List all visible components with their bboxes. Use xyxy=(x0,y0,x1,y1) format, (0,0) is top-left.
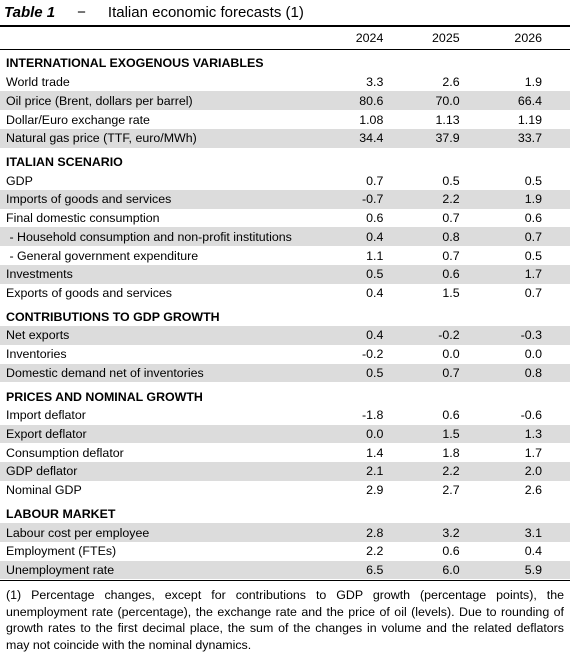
table-row xyxy=(0,364,570,383)
value-cell-2025: 0.7 xyxy=(385,364,461,383)
table-row xyxy=(0,443,570,462)
value-cell-2025: 0.7 xyxy=(442,211,460,226)
value-cell-2026: 1.7 xyxy=(462,265,570,284)
value-cell-2024: 6.5 xyxy=(303,561,385,580)
value-cell-2025: 1.5 xyxy=(385,425,461,444)
value-cell-2026: 3.1 xyxy=(462,523,570,542)
column-header-2025: 2025 xyxy=(385,27,461,49)
table-row xyxy=(0,462,570,481)
value-cell-2025: 0.5 xyxy=(442,173,460,188)
row-label: Labour cost per employee xyxy=(0,523,303,542)
table-row xyxy=(0,265,570,284)
table-caption: Italian economic forecasts (1) xyxy=(107,3,304,21)
value-cell-2026: 1.9 xyxy=(524,75,542,90)
section-header-row xyxy=(0,505,570,524)
row-label: Investments xyxy=(0,265,303,284)
value-cell-2026: 2.0 xyxy=(462,462,570,481)
table-body xyxy=(0,27,570,579)
value-cell-2024: 0.6 xyxy=(366,211,384,226)
table-row xyxy=(0,110,570,129)
value-cell-2024: 1.1 xyxy=(366,248,384,263)
value-cell-2024: 1.4 xyxy=(366,445,384,460)
value-cell-2025: 2.2 xyxy=(385,462,461,481)
section-header-row xyxy=(0,54,570,73)
footnote: (1) Percentage changes, except for contributions to GDP growth (percentage points), the unemployment rate (percentage), the exchange rate and the price of oil (levels). Due to rounding of growth rates to the first decimal place, the sum of the changes in volume and the related deflators may not coincide with the nominal dynamics. xyxy=(6,588,564,652)
table-number: Table 1 xyxy=(4,3,56,21)
value-cell-2024: 2.8 xyxy=(303,523,385,542)
table-row xyxy=(0,246,570,265)
value-cell-2024: 0.5 xyxy=(303,364,385,383)
value-cell-2025: 37.9 xyxy=(385,129,461,148)
value-cell-2026: 0.5 xyxy=(524,248,542,263)
row-label: Oil price (Brent, dollars per barrel) xyxy=(0,91,303,110)
value-cell-2025: 70.0 xyxy=(385,91,461,110)
row-label: Unemployment rate xyxy=(0,561,303,580)
value-cell-2024: -1.8 xyxy=(361,408,384,423)
row-label: Net exports xyxy=(0,326,303,345)
value-cell-2024: 2.1 xyxy=(303,462,385,481)
value-cell-2026: 66.4 xyxy=(462,91,570,110)
table-row xyxy=(0,561,570,580)
table-row xyxy=(0,542,570,561)
value-cell-2026: 1.3 xyxy=(462,425,570,444)
table-row xyxy=(0,129,570,148)
title-dash: − xyxy=(77,3,86,21)
value-cell-2025: 1.5 xyxy=(442,285,460,300)
table-row xyxy=(0,425,570,444)
value-cell-2024: 2.2 xyxy=(366,544,384,559)
table-row xyxy=(0,523,570,542)
value-cell-2026: 0.0 xyxy=(524,347,542,362)
value-cell-2025: 0.6 xyxy=(442,544,460,559)
table-row xyxy=(0,345,570,364)
table-row xyxy=(0,326,570,345)
value-cell-2025: 0.8 xyxy=(385,227,461,246)
value-cell-2025: 6.0 xyxy=(385,561,461,580)
value-cell-2026: -0.3 xyxy=(462,326,570,345)
value-cell-2025: 2.6 xyxy=(442,75,460,90)
section-header-row xyxy=(0,307,570,326)
row-label: - Household consumption and non-profit institutions xyxy=(0,227,303,246)
header-row xyxy=(0,27,570,49)
row-label: Employment (FTEs) xyxy=(6,544,117,559)
section-header: INTERNATIONAL EXOGENOUS VARIABLES xyxy=(6,56,264,71)
value-cell-2026: 33.7 xyxy=(462,129,570,148)
row-label: Natural gas price (TTF, euro/MWh) xyxy=(0,129,303,148)
value-cell-2026: 0.4 xyxy=(524,544,542,559)
value-cell-2024: 0.4 xyxy=(303,227,385,246)
row-label: Nominal GDP xyxy=(6,483,82,498)
row-label: Dollar/Euro exchange rate xyxy=(6,112,150,127)
value-cell-2026: 1.19 xyxy=(517,112,542,127)
table-row xyxy=(0,91,570,110)
section-header: PRICES AND NOMINAL GROWTH xyxy=(6,389,203,404)
section-header: LABOUR MARKET xyxy=(6,506,116,521)
value-cell-2024: 80.6 xyxy=(303,91,385,110)
value-cell-2025: 2.2 xyxy=(385,190,461,209)
value-cell-2025: 1.13 xyxy=(435,112,460,127)
value-cell-2025: 0.7 xyxy=(442,248,460,263)
value-cell-2024: 0.4 xyxy=(303,326,385,345)
value-cell-2026: 2.6 xyxy=(524,483,542,498)
section-header: ITALIAN SCENARIO xyxy=(6,154,123,169)
section-header-row xyxy=(0,153,570,172)
row-label: - General government expenditure xyxy=(6,248,199,263)
row-label: GDP deflator xyxy=(0,462,303,481)
value-cell-2024: 34.4 xyxy=(303,129,385,148)
value-cell-2024: 0.7 xyxy=(366,173,384,188)
table-title xyxy=(0,0,570,24)
value-cell-2025: 0.0 xyxy=(442,347,460,362)
value-cell-2025: 2.7 xyxy=(442,483,460,498)
value-cell-2024: 3.3 xyxy=(366,75,384,90)
row-label: Consumption deflator xyxy=(6,445,124,460)
value-cell-2026: 0.7 xyxy=(462,227,570,246)
table-row xyxy=(0,406,570,425)
value-cell-2026: 0.7 xyxy=(524,285,542,300)
section-header-row xyxy=(0,387,570,406)
row-label: Export deflator xyxy=(0,425,303,444)
value-cell-2025: 1.8 xyxy=(442,445,460,460)
value-cell-2024: 2.9 xyxy=(366,483,384,498)
row-label: Imports of goods and services xyxy=(0,190,303,209)
value-cell-2024: 0.0 xyxy=(303,425,385,444)
value-cell-2025: 0.6 xyxy=(442,408,460,423)
row-label: Import deflator xyxy=(6,408,86,423)
row-label: GDP xyxy=(6,173,33,188)
header-label-cell xyxy=(0,27,303,49)
value-cell-2024: -0.7 xyxy=(303,190,385,209)
value-cell-2026: 0.6 xyxy=(524,211,542,226)
value-cell-2026: 0.5 xyxy=(524,173,542,188)
value-cell-2024: 0.5 xyxy=(303,265,385,284)
row-label: Final domestic consumption xyxy=(6,211,160,226)
table-row xyxy=(0,227,570,246)
value-cell-2026: 5.9 xyxy=(462,561,570,580)
value-cell-2026: 1.7 xyxy=(524,445,542,460)
row-label: Exports of goods and services xyxy=(6,285,172,300)
value-cell-2024: 0.4 xyxy=(366,285,384,300)
table-row xyxy=(0,73,570,92)
value-cell-2026: 0.8 xyxy=(462,364,570,383)
value-cell-2024: 1.08 xyxy=(359,112,384,127)
row-label: Domestic demand net of inventories xyxy=(0,364,303,383)
value-cell-2025: -0.2 xyxy=(385,326,461,345)
table-row xyxy=(0,481,570,500)
value-cell-2024: -0.2 xyxy=(361,347,384,362)
table-row xyxy=(0,209,570,228)
column-header-2024: 2024 xyxy=(303,27,385,49)
forecast-table xyxy=(0,27,570,579)
section-header: CONTRIBUTIONS TO GDP GROWTH xyxy=(6,309,220,324)
value-cell-2026: -0.6 xyxy=(520,408,542,423)
row-label: World trade xyxy=(6,75,70,90)
value-cell-2025: 0.6 xyxy=(385,265,461,284)
table-row xyxy=(0,284,570,303)
table-row xyxy=(0,171,570,190)
value-cell-2025: 3.2 xyxy=(385,523,461,542)
column-header-2026: 2026 xyxy=(462,27,570,49)
row-label: Inventories xyxy=(6,347,67,362)
value-cell-2026: 1.9 xyxy=(462,190,570,209)
table-row xyxy=(0,190,570,209)
bottom-rule xyxy=(0,580,570,581)
